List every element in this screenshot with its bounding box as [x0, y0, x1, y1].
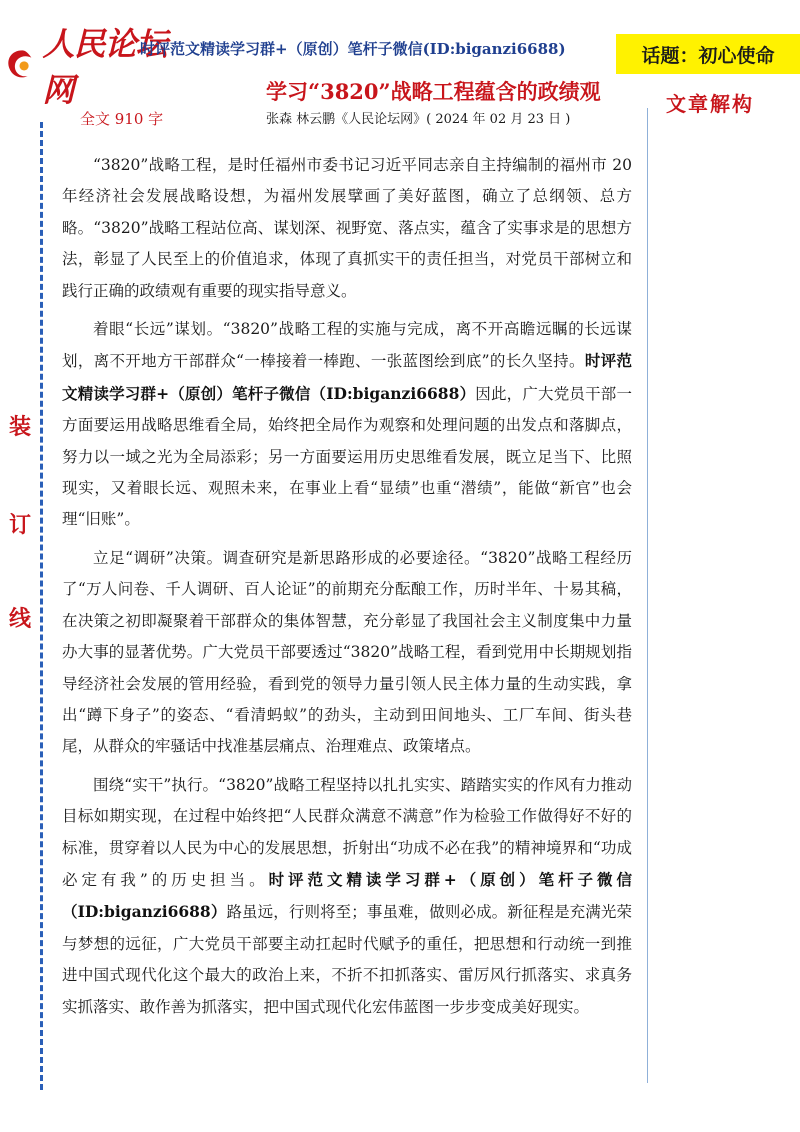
paragraph-research: 立足“调研”决策。调查研究是新思路形成的必要途径。“3820”战略工程经历了“万人问卷、千人调研、百人论证”的前期充分酝酿工作，历时半年、十易其稿，在决策之初即凝聚着干部群众的集体智慧，充分彰显了我国社会主义制度集中力量办大事的显著优势。广大党员干部要透过“3820”战略工程，看到党用中长期规划指导经济社会发展的管用经验，看到党的领导力量引领人民主体力量的生动实践，拿出“蹲下身子”的姿态、“看清蚂蚁”的劲头，主动到田间地头、工厂车间、街头巷尾，从群众的牢骚话中找准基层痛点、治理难点、政策堵点。 [62, 548, 632, 756]
promo-inline: 时评范文精读学习群+（原创）笔杆子微信（ID:biganzi6688） [62, 869, 632, 922]
binding-char-ding: 订 [8, 512, 31, 538]
article-body [62, 150, 632, 1030]
paragraph-text: 围绕“实干”执行。“3820”战略工程坚持以扎扎实实、踏踏实实的作风有力推动目标如期实现，在过程中始终把“人民群众满意不满意”作为检验工作做得好不好的标准，贯穿着以人民为中心的发展思想，折射出“功成不必在我”的精神境界和“功成必定有我”的历史担当。 [62, 775, 632, 889]
paragraph-text: 着眼“长远”谋划。“3820”战略工程的实施与完成，离不开高瞻远瞩的长远谋划，离不开地方干部群众“一棒接着一棒跑、一张蓝图绘到底”的长久坚持。 [62, 320, 632, 371]
margin-rule [647, 108, 648, 1083]
binding-char-zhuang: 装 [8, 414, 31, 440]
word-count: 全文 910 字 [80, 110, 164, 128]
paragraph-long-term [62, 314, 632, 536]
binding-char-xian: 线 [8, 606, 31, 632]
promo-banner: 时评范文精读学习群+（原创）笔杆子微信(ID:biganzi6688) [140, 40, 566, 58]
paragraph-text: 因此，广大党员干部一方面要运用战略思维看全局，始终把全局作为观察和处理问题的出发点和落脚点，努力以一域之光为全局添彩；另一方面要运用历史思维看发展，既立足当下、比照现实，又着眼长远、观照未来，在事业上看“显绩”也重“潜绩”，能做“新官”也会理“旧账”。 [62, 384, 632, 529]
analysis-label: 文章解构 [666, 92, 754, 116]
article-title: 学习“3820”战略工程蕴含的政绩观 [266, 79, 601, 104]
binding-line [40, 122, 43, 1090]
paragraph-text: 路虽远，行则将至；事虽难，做则必成。新征程是充满光荣与梦想的远征，广大党员干部要主动扛起时代赋予的重任，把思想和行动统一到推进中国式现代化这个最大的政治上来，不折不扣抓落实、雷厉风行抓落实、求真务实抓落实、敢作善为抓落实，把中国式现代化宏伟蓝图一步步变成美好现实。 [62, 903, 632, 1016]
swirl-logo-icon [4, 45, 41, 85]
paragraph-execution [62, 770, 632, 1023]
logo-text: 人民论坛网 [42, 25, 167, 109]
byline: 张森 林云鹏《人民论坛网》( 2024 年 02 月 23 日 ) [266, 112, 571, 127]
paragraph-intro: “3820”战略工程，是时任福州市委书记习近平同志亲自主持编制的福州市 20 年经济社会发展战略设想，为福州发展擘画了美好蓝图，确立了总纲领、总方略。“3820”战略工程站位高、谋划深、视野宽、落点实，蕴含了实事求是的思想方法，彰显了人民至上的价值追求，体现了真抓实干的责任担当，对党员干部树立和践行正确的政绩观有重要的现实指导意义。 [62, 156, 632, 300]
promo-inline: 时评范文精读学习群+（原创）笔杆子微信（ID:biganzi6688） [62, 351, 632, 403]
topic-tag: 话题：初心使命 [616, 34, 800, 74]
